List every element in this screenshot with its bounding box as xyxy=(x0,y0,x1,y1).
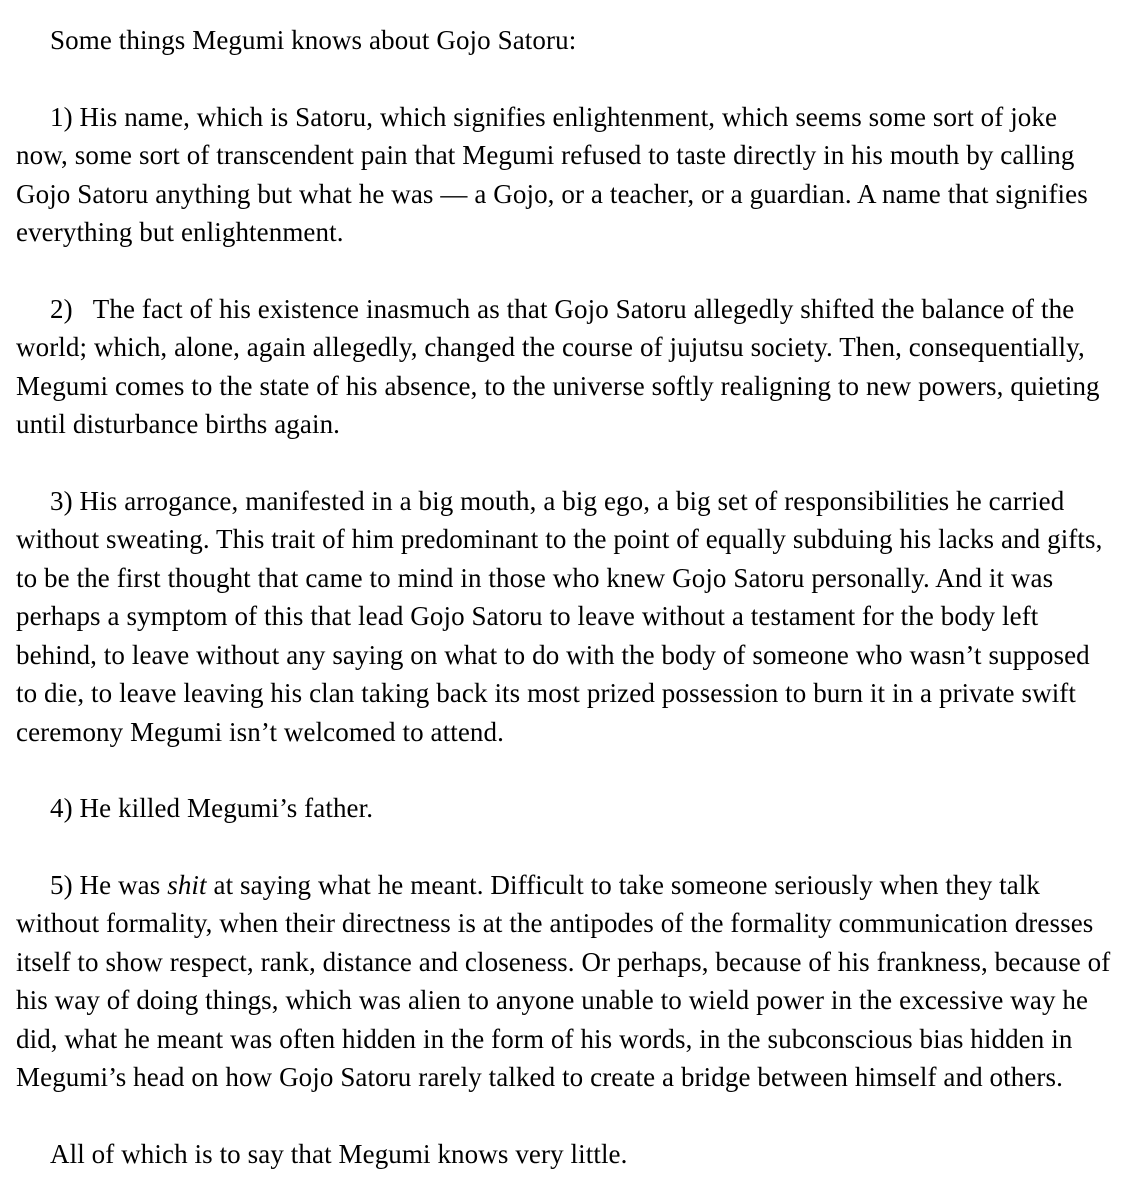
paragraph-item-1: 1) His name, which is Satoru, which signifies enlightenment, which seems some sort of joke now, some sort of transcendent pain that Megumi refused to taste directly in his mouth by calling Gojo Satoru anything but what he was — a Gojo, or a teacher, or a guardian. A name that signifies everything but enlightenment. xyxy=(16,101,1088,247)
paragraph-item-5: 5) He was shit at saying what he meant. Difficult to take someone seriously when they talk without formality, when their directness is at the antipodes of the formality communication dresses itself to show respect, rank, distance and closeness. Or perhaps, because of his frankness, because of his way of doing things, which was alien to anyone unable to wield power in the excessive way he did, what he meant was often hidden in the form of his words, in the subconscious bias hidden in Megumi’s head on how Gojo Satoru rarely talked to create a bridge between himself and others. xyxy=(16,869,1111,1092)
paragraph-item-3: 3) His arrogance, manifested in a big mouth, a big ego, a big set of responsibilities he carried without sweating. This trait of him predominant to the point of equally subduing his lacks and gifts, to be the first thought that came to mind in those who knew Gojo Satoru personally. And it was perhaps a symptom of this that lead Gojo Satoru to leave without a testament for the body left behind, to leave without any saying on what to do with the body of someone who wasn’t supposed to die, to leave leaving his clan taking back its most prized possession to burn it in a private swift ceremony Megumi isn’t welcomed to attend. xyxy=(16,485,1103,747)
paragraph-item-4: 4) He killed Megumi’s father. xyxy=(50,793,374,823)
paragraph-item-2: 2) The fact of his existence inasmuch as that Gojo Satoru allegedly shifted the balance of the world; which, alone, again allegedly, changed the course of jujutsu society. Then, consequentially, Megumi comes to the state of his absence, to the universe softly realigning to new powers, quieting until disturbance births again. xyxy=(16,293,1100,439)
paragraph-conclusion: All of which is to say that Megumi knows very little. xyxy=(50,1138,628,1169)
paragraph-intro: Some things Megumi knows about Gojo Satoru: xyxy=(50,25,577,55)
